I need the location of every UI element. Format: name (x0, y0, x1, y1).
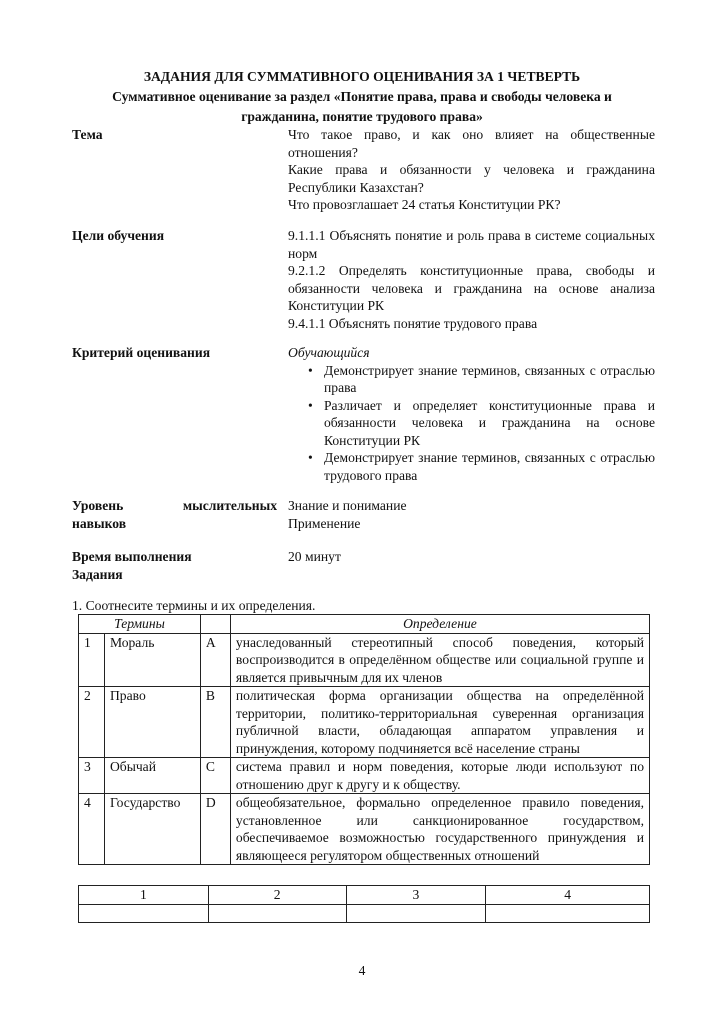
answer-header-cell: 3 (346, 886, 486, 905)
letter-cell: D (200, 794, 230, 865)
time-label-line1: Время выполнения (72, 549, 192, 564)
row-number: 3 (79, 758, 105, 794)
topic-value (288, 126, 655, 214)
answer-table (78, 885, 650, 923)
answer-header-cell: 4 (486, 886, 650, 905)
definition-cell: общеобязательное, формально определенное правило поведения, установленное или санкционированное государством, обеспечиваемое возможностью государственного принуждения и являющееся регулятором общественных отношений (230, 794, 649, 865)
document-title: ЗАДАНИЯ ДЛЯ СУММАТИВНОГО ОЦЕНИВАНИЯ ЗА 1 ЧЕТВЕРТЬ (143, 69, 581, 84)
table-row (79, 794, 650, 865)
goals-label: Цели обучения (72, 228, 165, 243)
skill-line: Применение (288, 515, 361, 531)
skills-label (72, 497, 277, 532)
definition-cell: система правил и норм поведения, которые люди используют по отношению друг к другу и к обществу. (230, 758, 649, 794)
answer-cell[interactable] (346, 904, 486, 922)
letter-cell: C (200, 758, 230, 794)
answer-cell[interactable] (486, 904, 650, 922)
matching-table (78, 614, 650, 865)
criteria-intro: Обучающийся (288, 345, 370, 360)
answer-header-cell: 1 (79, 886, 209, 905)
table-row (79, 758, 650, 794)
criteria-item-text: Различает и определяет конституционные права и обязанности человека и гражданина на основе Конституции РК (324, 397, 655, 448)
table-header-row (79, 615, 650, 634)
goal-line: 9.2.1.2 Определять конституционные права, свободы и обязанности человека и гражданина на основе анализа Конституции РК (288, 263, 655, 313)
criteria-item-text: Демонстрирует знание терминов, связанных с отраслью трудового права (324, 450, 655, 483)
skills-label-line1: Уровень мыслительных (72, 498, 277, 513)
goals-value (288, 227, 655, 332)
criteria-item (288, 449, 655, 484)
topic-label: Тема (72, 127, 103, 142)
bullet-icon: • (308, 450, 313, 465)
definition-cell: политическая форма организации общества на определённой территории, политико-территориальная суверенная организация публичной власти, обладающая аппаратом управления и принуждения, которому подчиняется всё население страны (230, 687, 649, 758)
answer-header-row (79, 886, 650, 905)
row-number: 1 (79, 633, 105, 687)
topic-line: Что такое право, и как оно влияет на общественные отношения? (288, 127, 655, 160)
time-label (72, 548, 277, 583)
term-cell: Государство (104, 794, 200, 865)
skill-line: Знание и понимание (288, 498, 407, 513)
skills-value (288, 497, 655, 532)
table-row (79, 633, 650, 687)
letter-cell: A (200, 633, 230, 687)
terms-header: Термины (79, 615, 201, 634)
term-cell: Право (104, 687, 200, 758)
section-title-line2: гражданина, понятие трудового права» (241, 109, 483, 124)
letter-cell: B (200, 687, 230, 758)
bullet-icon: • (308, 362, 313, 378)
term-cell: Обычай (104, 758, 200, 794)
time-label-line2: Задания (72, 566, 123, 582)
skills-label-line2: навыков (72, 515, 127, 531)
section-title-line1: Суммативное оценивание за раздел «Понятие права, права и свободы человека и (112, 89, 612, 104)
goal-line: 9.4.1.1 Объяснять понятие трудового права (288, 315, 538, 331)
definition-header: Определение (230, 615, 649, 634)
time-value: 20 минут (288, 549, 341, 564)
topic-line: Какие права и обязанности у человека и гражданина Республики Казахстан? (288, 162, 655, 195)
topic-line: Что провозглашает 24 статья Конституции РК? (288, 197, 561, 212)
answer-header-cell: 2 (208, 886, 346, 905)
table-row (79, 687, 650, 758)
page-number: 4 (358, 963, 366, 978)
goal-line: 9.1.1.1 Объяснять понятие и роль права в системе социальных норм (288, 228, 655, 261)
criteria-list (288, 362, 655, 485)
term-cell: Мораль (104, 633, 200, 687)
criteria-value (288, 344, 655, 484)
letter-header (200, 615, 230, 634)
criteria-item (288, 362, 655, 397)
criteria-item-text: Демонстрирует знание терминов, связанных с отраслью права (324, 362, 655, 395)
criteria-label: Критерий оценивания (72, 345, 211, 360)
answer-cell[interactable] (79, 904, 209, 922)
bullet-icon: • (308, 397, 313, 413)
definition-cell: унаследованный стереотипный способ поведения, который воспроизводится в определённом обществе или социальной группе и является привычным для их членов (230, 633, 649, 687)
row-number: 2 (79, 687, 105, 758)
answer-cell[interactable] (208, 904, 346, 922)
task-question: 1. Соотнесите термины и их определения. (72, 598, 316, 613)
answer-row (79, 904, 650, 922)
criteria-item (288, 397, 655, 450)
row-number: 4 (79, 794, 105, 865)
